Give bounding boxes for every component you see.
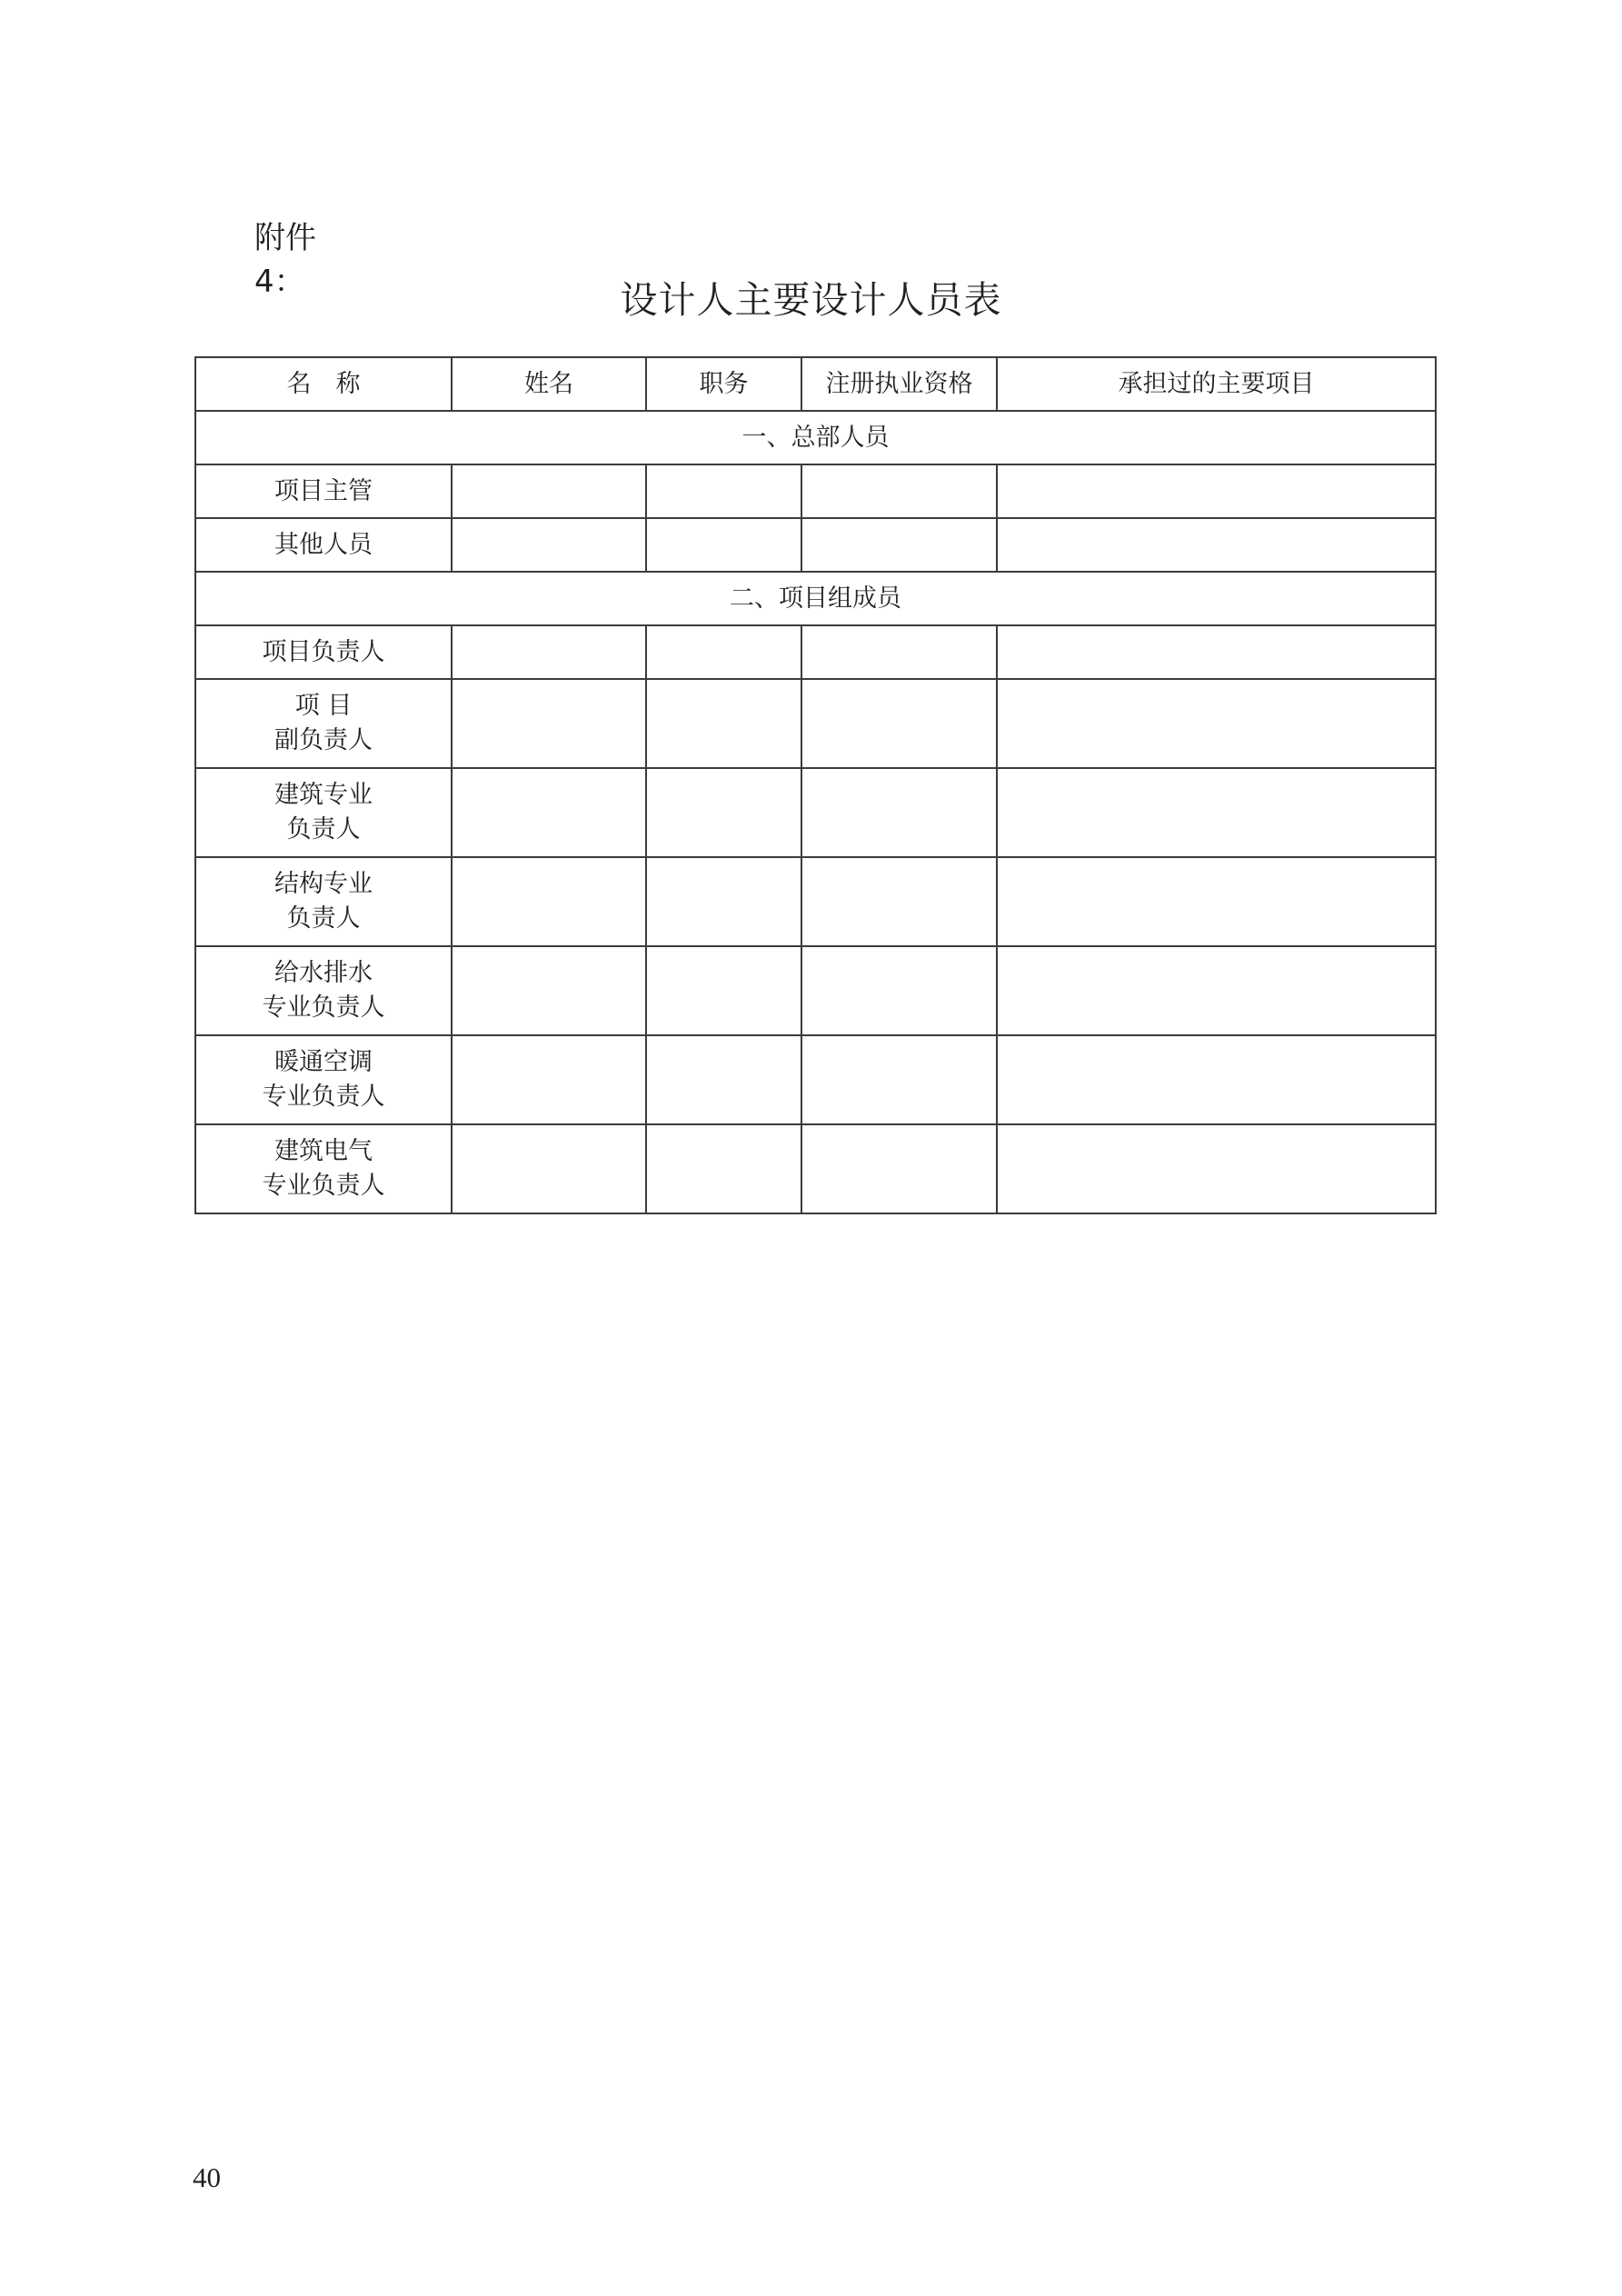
- empty-cell: [452, 625, 646, 679]
- table-row: [195, 625, 1436, 679]
- role-cell: 其他人员: [195, 518, 452, 572]
- empty-cell: [997, 1035, 1436, 1124]
- empty-cell: [997, 464, 1436, 518]
- table-row: [195, 946, 1436, 1035]
- empty-cell: [997, 946, 1436, 1035]
- attachment-label: 附件 4：: [254, 220, 316, 300]
- empty-cell: [452, 857, 646, 946]
- section-row: [195, 572, 1436, 625]
- empty-cell: [646, 625, 801, 679]
- table-row: [195, 518, 1436, 572]
- empty-cell: [646, 464, 801, 518]
- empty-cell: [801, 946, 997, 1035]
- empty-cell: [801, 679, 997, 768]
- empty-cell: [646, 518, 801, 572]
- table-row: [195, 768, 1436, 857]
- empty-cell: [452, 1035, 646, 1124]
- empty-cell: [646, 1124, 801, 1213]
- empty-cell: [452, 464, 646, 518]
- empty-cell: [997, 857, 1436, 946]
- empty-cell: [801, 464, 997, 518]
- role-cell: 项目主管: [195, 464, 452, 518]
- empty-cell: [646, 1035, 801, 1124]
- empty-cell: [646, 768, 801, 857]
- section-row: [195, 411, 1436, 464]
- table-row: [195, 1035, 1436, 1124]
- empty-cell: [452, 768, 646, 857]
- document-title: 设计人主要设计人员表: [620, 278, 1002, 322]
- table-row: [195, 464, 1436, 518]
- empty-cell: [997, 768, 1436, 857]
- header-person: 姓名: [452, 357, 646, 411]
- table-row: [195, 679, 1436, 768]
- empty-cell: [646, 857, 801, 946]
- table-row: [195, 857, 1436, 946]
- role-cell: 暖通空调 专业负责人: [195, 1035, 452, 1124]
- header-projects: 承担过的主要项目: [997, 357, 1436, 411]
- empty-cell: [801, 625, 997, 679]
- header-name: 名 称: [195, 357, 452, 411]
- empty-cell: [452, 518, 646, 572]
- role-cell: 项目负责人: [195, 625, 452, 679]
- staff-table: [194, 356, 1437, 1214]
- header-qualification: 注册执业资格: [801, 357, 997, 411]
- empty-cell: [452, 946, 646, 1035]
- role-cell: 项 目 副负责人: [195, 679, 452, 768]
- empty-cell: [646, 679, 801, 768]
- section-title: 二、项目组成员: [195, 572, 1436, 625]
- empty-cell: [646, 946, 801, 1035]
- empty-cell: [997, 679, 1436, 768]
- empty-cell: [997, 1124, 1436, 1213]
- header-row: [195, 357, 1436, 411]
- role-cell: 给水排水 专业负责人: [195, 946, 452, 1035]
- role-cell: 建筑电气 专业负责人: [195, 1124, 452, 1213]
- page-number: 40: [193, 2161, 221, 2193]
- table-row: [195, 1124, 1436, 1213]
- empty-cell: [997, 625, 1436, 679]
- section-title: 一、总部人员: [195, 411, 1436, 464]
- header-position: 职务: [646, 357, 801, 411]
- empty-cell: [801, 857, 997, 946]
- empty-cell: [801, 1124, 997, 1213]
- empty-cell: [801, 768, 997, 857]
- empty-cell: [801, 518, 997, 572]
- empty-cell: [801, 1035, 997, 1124]
- empty-cell: [452, 1124, 646, 1213]
- role-cell: 建筑专业 负责人: [195, 768, 452, 857]
- empty-cell: [997, 518, 1436, 572]
- role-cell: 结构专业 负责人: [195, 857, 452, 946]
- empty-cell: [452, 679, 646, 768]
